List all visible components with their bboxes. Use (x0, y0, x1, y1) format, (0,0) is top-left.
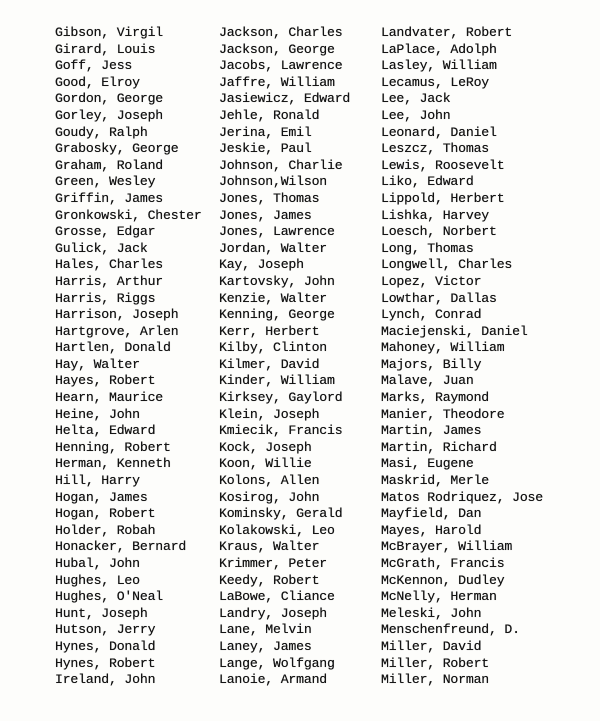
name-entry: Kilmer, David (219, 356, 320, 372)
name-entry: Helta, Edward (55, 423, 156, 439)
name-entry: Hogan, Robert (55, 506, 156, 522)
name-entry: Jones, Thomas (219, 190, 320, 206)
name-entry: Lopez, Victor (381, 273, 482, 289)
name-entry: McNelly, Herman (381, 589, 497, 605)
name-entry: Menschenfreund, D. (381, 622, 520, 638)
name-entry: Griffin, James (55, 190, 163, 206)
name-entry: Mayfield, Dan (381, 506, 482, 522)
name-entry: Kominsky, Gerald (219, 506, 343, 522)
name-entry: Kay, Joseph (219, 257, 304, 273)
name-entry: Mayes, Harold (381, 522, 482, 538)
name-entry: Lanoie, Armand (219, 672, 327, 688)
name-entry: Miller, Norman (381, 672, 489, 688)
name-entry: Hill, Harry (55, 473, 140, 489)
name-entry: Honacker, Bernard (55, 539, 187, 555)
name-entry: Herman, Kenneth (55, 456, 171, 472)
name-entry: Hughes, O'Neal (55, 589, 163, 605)
name-entry: Hartgrove, Arlen (55, 323, 179, 339)
name-entry: Krimmer, Peter (219, 556, 327, 571)
name-entry: Matos Rodriquez, Jose (381, 489, 543, 505)
name-entry: Koon, Willie (219, 456, 312, 472)
name-entry: Green, Wesley (55, 174, 156, 190)
name-entry: Kenzie, Walter (219, 290, 327, 306)
name-entry: Mahoney, William (381, 340, 505, 356)
name-entry: Keedy, Robert (219, 572, 320, 588)
name-entry: Lane, Melvin (219, 622, 312, 638)
name-entry: McBrayer, William (381, 539, 513, 555)
name-entry: Hay, Walter (55, 356, 140, 372)
name-entry: Girard, Louis (55, 41, 156, 57)
name-entry: Graham, Roland (55, 157, 163, 173)
name-entry: McGrath, Francis (381, 556, 505, 571)
name-entry: Kenning, George (219, 307, 335, 323)
name-entry: Majors, Billy (381, 356, 482, 372)
name-entry: Holder, Robah (55, 522, 156, 538)
name-entry: Harrison, Joseph (55, 307, 179, 323)
name-entry: Kock, Joseph (219, 439, 312, 455)
name-entry: Hynes, Robert (55, 655, 156, 671)
name-entry: Jeskie, Paul (219, 141, 312, 157)
name-entry: Hubal, John (55, 556, 140, 571)
name-entry: Lasley, William (381, 58, 497, 74)
name-entry: Masi, Eugene (381, 456, 474, 472)
name-entry: Kolons, Allen (219, 473, 320, 489)
name-entry: Hartlen, Donald (55, 340, 171, 356)
name-entry: Jerina, Emil (219, 124, 312, 140)
name-entry: Grabosky, George (55, 141, 179, 157)
name-entry: Jones, James (219, 207, 312, 223)
name-entry: Hales, Charles (55, 257, 163, 273)
name-entry: Ireland, John (55, 672, 156, 688)
name-entry: Kartovsky, John (219, 273, 335, 289)
name-entry: Hayes, Robert (55, 373, 156, 389)
name-entry: McKennon, Dudley (381, 572, 505, 588)
name-entry: Lishka, Harvey (381, 207, 489, 223)
name-entry: Jordan, Walter (219, 240, 327, 256)
name-entry: Gordon, George (55, 91, 163, 107)
name-entry: Liko, Edward (381, 174, 474, 190)
name-entry: Harris, Arthur (55, 273, 163, 289)
name-entry: Leszcz, Thomas (381, 141, 489, 157)
name-entry: Jones, Lawrence (219, 224, 335, 240)
name-entry: Harris, Riggs (55, 290, 156, 306)
name-entry: Johnson,Wilson (219, 174, 327, 190)
name-entry: Lecamus, LeRoy (381, 74, 489, 90)
name-entry: Martin, Richard (381, 439, 497, 455)
name-entry: Lee, Jack (381, 91, 451, 107)
name-column-1 (55, 25, 202, 689)
name-entry: LaPlace, Adolph (381, 41, 497, 57)
name-entry: Hearn, Maurice (55, 390, 163, 406)
name-entry: Jackson, George (219, 41, 335, 57)
name-entry: Hunt, Joseph (55, 605, 148, 621)
name-entry: Gulick, Jack (55, 240, 148, 256)
name-entry: Kirksey, Gaylord (219, 390, 343, 406)
name-entry: Gibson, Virgil (55, 25, 163, 40)
name-entry: Manier, Theodore (381, 406, 505, 422)
name-entry: Hogan, James (55, 489, 148, 505)
name-entry: Good, Elroy (55, 74, 140, 90)
name-entry: Kosirog, John (219, 489, 320, 505)
name-entry: Kilby, Clinton (219, 340, 327, 356)
name-entry: Jaffre, William (219, 74, 335, 90)
name-entry: Goudy, Ralph (55, 124, 148, 140)
name-entry: Kinder, William (219, 373, 335, 389)
name-entry: Jehle, Ronald (219, 107, 320, 123)
name-entry: Leonard, Daniel (381, 124, 497, 140)
name-entry: Lange, Wolfgang (219, 655, 335, 671)
name-entry: Hutson, Jerry (55, 622, 156, 638)
name-entry: Maskrid, Merle (381, 473, 489, 489)
name-entry: Kraus, Walter (219, 539, 320, 555)
name-entry: Landry, Joseph (219, 605, 327, 621)
name-entry: Henning, Robert (55, 439, 171, 455)
name-entry: Laney, James (219, 638, 312, 654)
name-column-2 (219, 25, 350, 689)
name-entry: Lee, John (381, 107, 451, 123)
name-entry: Gronkowski, Chester (55, 207, 202, 223)
name-entry: Martin, James (381, 423, 482, 439)
name-entry: Gorley, Joseph (55, 107, 163, 123)
name-entry: LaBowe, Cliance (219, 589, 335, 605)
name-entry: Loesch, Norbert (381, 224, 497, 240)
name-entry: Grosse, Edgar (55, 224, 156, 240)
name-entry: Jacobs, Lawrence (219, 58, 343, 74)
name-entry: Lynch, Conrad (381, 307, 482, 323)
name-entry: Lowthar, Dallas (381, 290, 497, 306)
name-entry: Kmiecik, Francis (219, 423, 343, 439)
name-entry: Marks, Raymond (381, 390, 489, 406)
name-entry: Hughes, Leo (55, 572, 140, 588)
name-entry: Jasiewicz, Edward (219, 91, 351, 107)
name-entry: Goff, Jess (55, 58, 133, 74)
name-entry: Miller, David (381, 638, 482, 654)
name-entry: Lippold, Herbert (381, 190, 505, 206)
name-entry: Miller, Robert (381, 655, 489, 671)
name-entry: Jackson, Charles (219, 25, 343, 40)
name-entry: Heine, John (55, 406, 140, 422)
name-entry: Hynes, Donald (55, 638, 156, 654)
name-entry: Kerr, Herbert (219, 323, 320, 339)
name-entry: Maciejenski, Daniel (381, 323, 528, 339)
name-column-3 (381, 25, 543, 689)
name-entry: Klein, Joseph (219, 406, 320, 422)
name-entry: Malave, Juan (381, 373, 474, 389)
name-entry: Longwell, Charles (381, 257, 513, 273)
name-entry: Long, Thomas (381, 240, 474, 256)
name-entry: Johnson, Charlie (219, 157, 343, 173)
name-entry: Meleski, John (381, 605, 482, 621)
name-entry: Kolakowski, Leo (219, 522, 335, 538)
name-entry: Landvater, Robert (381, 25, 513, 40)
name-entry: Lewis, Roosevelt (381, 157, 505, 173)
